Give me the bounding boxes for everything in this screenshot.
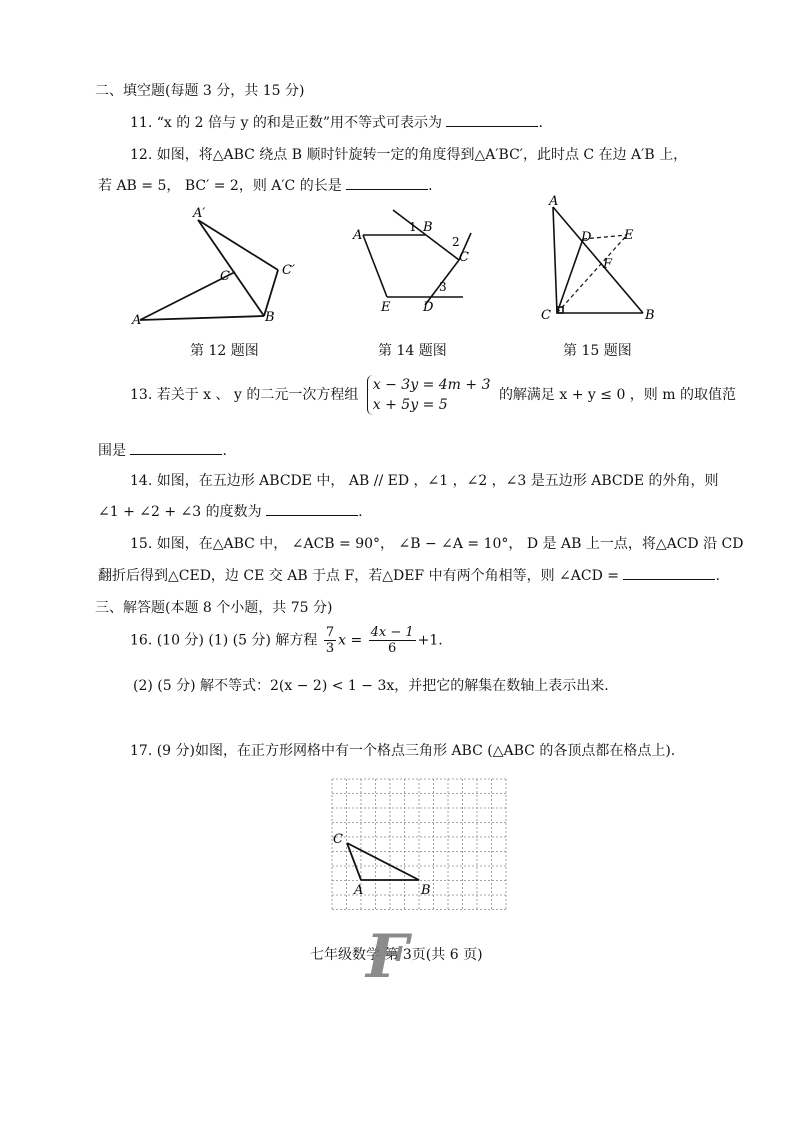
- question-13-line2-text: 围是: [98, 443, 126, 459]
- fig14-angle-1: 1: [409, 220, 417, 234]
- question-12-line2: [98, 175, 433, 195]
- fraction-numerator: 7: [325, 625, 335, 640]
- fig14-angle-3: 3: [439, 280, 447, 294]
- section-title-solutions: 三、解答题(本题 8 个小题，共 75 分): [95, 600, 333, 616]
- fig15-label-c: C: [541, 308, 551, 323]
- fig12-label-c-prime: C′: [282, 263, 295, 278]
- question-13-post: 的解满足 x + y ≤ 0 ，则 m 的取值范: [498, 387, 736, 403]
- answer-blank-11[interactable]: [446, 112, 538, 127]
- fig14-label-c: C: [459, 250, 469, 265]
- question-11: [130, 112, 543, 132]
- fig15-label-a: A: [549, 195, 559, 209]
- question-14-line1: 14. 如图，在五边形 ABCDE 中， AB // ED ，∠1 ，∠2 ，∠3 是五边形 ABCDE 的外角，则: [130, 473, 719, 489]
- figure-15: [535, 195, 670, 330]
- page-footer: 七年级数学 第 3页(共 6 页): [310, 947, 483, 963]
- question-17: 17. (9 分)如图，在正方形网格中有一个格点三角形 ABC (△ABC 的各顶点都在格点上).: [130, 743, 676, 759]
- fig14-angle-2: 2: [452, 235, 460, 249]
- figure-17-grid: [328, 776, 523, 918]
- question-13-pre: 13. 若关于 x 、 y 的二元一次方程组: [130, 387, 359, 403]
- figure-14: [345, 205, 485, 320]
- question-14-line2: [98, 501, 363, 521]
- question-14-line2-text: ∠1 + ∠2 + ∠3 的度数为: [98, 504, 262, 520]
- watermark-letter: F: [366, 922, 409, 992]
- question-16-part1: [130, 625, 443, 656]
- fig12-label-b: B: [265, 310, 275, 325]
- question-11-end: .: [538, 115, 543, 131]
- fig14-label-d: D: [423, 300, 434, 315]
- fraction-7-3: [324, 625, 336, 656]
- question-15-line2: [98, 565, 720, 585]
- answer-blank-12[interactable]: [346, 175, 428, 190]
- fraction-numerator: 4x − 1: [370, 625, 414, 640]
- answer-blank-13[interactable]: [130, 440, 222, 455]
- question-13-end: .: [222, 443, 227, 459]
- question-15-line2-text: 翻折后得到△CED，边 CE 交 AB 于点 F，若△DEF 中有两个角相等，则 ∠ACD =: [98, 568, 619, 584]
- fig14-label-b: B: [423, 220, 433, 235]
- fig14-label-a: A: [353, 228, 363, 243]
- question-15-end: .: [715, 568, 720, 584]
- figure-14-caption: 第 14 题图: [378, 343, 447, 359]
- fig15-label-f: F: [603, 257, 613, 272]
- fig17-label-a: A: [354, 883, 364, 898]
- question-15-line1: 15. 如图，在△ABC 中， ∠ACB = 90°， ∠B − ∠A = 10°， D 是 AB 上一点，将△ACD 沿 CD: [130, 536, 744, 552]
- equation-1: x − 3y = 4m + 3: [372, 377, 491, 393]
- fig17-label-c: C: [333, 832, 343, 847]
- section-title-fill-in: 二、填空题(每题 3 分，共 15 分): [95, 83, 305, 99]
- figure-12-caption: 第 12 题图: [190, 343, 259, 359]
- question-11-text: 11. “x 的 2 倍与 y 的和是正数”用不等式可表示为: [130, 115, 442, 131]
- fig15-label-e: E: [624, 228, 634, 243]
- question-13-line2: [98, 440, 227, 460]
- equation-x: x =: [338, 632, 363, 649]
- fraction-denominator: 6: [388, 641, 397, 656]
- equation-2: x + 5y = 5: [372, 397, 448, 413]
- figure-15-caption: 第 15 题图: [563, 343, 632, 359]
- equation-system: [367, 375, 491, 415]
- question-12-line1: 12. 如图，将△ABC 绕点 B 顺时针旋转一定的角度得到△A′BC′，此时点 C 在边 A′B 上，: [130, 147, 688, 163]
- question-13-line1: [130, 375, 736, 415]
- fig12-label-a-prime: A′: [193, 206, 206, 221]
- fig14-label-e: E: [381, 300, 391, 315]
- fraction-denominator: 3: [325, 641, 335, 656]
- question-16-part1-text: 16. (10 分) (1) (5 分) 解方程: [130, 632, 318, 649]
- answer-blank-14[interactable]: [266, 501, 358, 516]
- fig15-label-d: D: [581, 230, 592, 245]
- question-16-part1-end: +1.: [417, 632, 443, 649]
- fig12-label-a: A: [132, 313, 142, 328]
- question-12-end: .: [428, 178, 433, 194]
- answer-blank-15[interactable]: [623, 565, 715, 580]
- question-14-end: .: [358, 504, 363, 520]
- fig17-label-b: B: [421, 883, 431, 898]
- fig15-label-b: B: [645, 308, 655, 323]
- question-12-line2-text: 若 AB = 5， BC′ = 2，则 A′C 的长是: [98, 178, 342, 194]
- figure-12: [130, 200, 310, 330]
- fig12-label-c: C: [220, 269, 230, 284]
- fraction-4x-1-over-6: [369, 625, 416, 656]
- question-16-part2: (2) (5 分) 解不等式：2(x − 2) < 1 − 3x，并把它的解集在数轴上表示出来.: [133, 678, 609, 694]
